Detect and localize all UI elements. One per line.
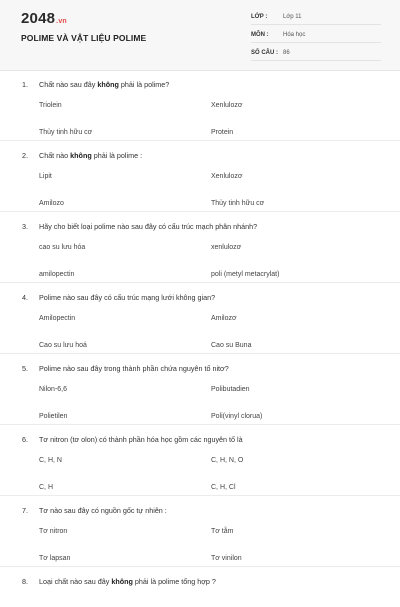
question-text (22, 151, 380, 161)
question-number: 8. (22, 577, 28, 586)
question-text-part: Polime nào sau đây trong thành phần chứa nguyên tố nitơ? (39, 364, 229, 373)
answer-option[interactable]: Cao su lưu hoá (39, 342, 87, 349)
answer-option[interactable]: Thủy tinh hữu cơ (211, 200, 265, 207)
question-emphasis: không (70, 151, 92, 160)
answer-option[interactable]: amilopectin (39, 271, 75, 278)
logo-suffix: .vn (56, 18, 67, 25)
question-item (0, 141, 400, 212)
meta-row-count (251, 46, 381, 61)
question-text-part: Polime nào sau đây có cấu trúc mạng lưới không gian? (39, 293, 216, 302)
question-text (22, 435, 380, 445)
question-item (0, 212, 400, 283)
question-body (39, 577, 216, 587)
question-body (39, 506, 167, 516)
meta-row-class (251, 10, 381, 25)
meta-table (251, 10, 381, 64)
answer-option[interactable]: C, H (39, 484, 53, 491)
logo-main: 2048 (21, 10, 56, 27)
answer-option[interactable]: Protein (211, 129, 234, 136)
document-title: POLIME VÀ VẬT LIỆU POLIME (21, 33, 147, 43)
meta-row-subject (251, 28, 381, 43)
question-body (39, 151, 142, 161)
answer-option[interactable]: Xenlulozơ (211, 102, 243, 109)
answer-option[interactable]: C, H, Cl (211, 484, 236, 491)
question-item (0, 283, 400, 354)
question-number: 7. (22, 506, 28, 515)
question-number: 5. (22, 364, 28, 373)
question-text (22, 364, 380, 374)
answer-option[interactable]: C, H, N (39, 457, 62, 464)
question-number: 2. (22, 151, 28, 160)
answer-option[interactable]: Thủy tinh hữu cơ (39, 129, 93, 136)
question-item (0, 496, 400, 567)
answer-option[interactable]: cao su lưu hóa (39, 244, 86, 251)
answer-option[interactable]: Nilon-6,6 (39, 386, 68, 393)
question-text (22, 222, 380, 232)
meta-value: 86 (283, 50, 290, 56)
question-text (22, 80, 380, 90)
answer-option[interactable]: Tơ tằm (211, 528, 234, 535)
question-text-part: phải là polime? (118, 80, 170, 89)
answer-option[interactable]: Triolein (39, 102, 62, 109)
answer-option[interactable]: Poli(vinyl clorua) (211, 413, 263, 420)
site-logo[interactable] (21, 10, 67, 27)
question-number: 6. (22, 435, 28, 444)
question-text (22, 293, 380, 303)
question-item (0, 70, 400, 141)
answer-option[interactable]: xenlulozơ (211, 244, 242, 251)
meta-value: Hóa học (283, 32, 306, 38)
answer-option[interactable]: C, H, N, O (211, 457, 244, 464)
question-body (39, 80, 169, 90)
answer-option[interactable]: Amilopectin (39, 315, 76, 322)
question-text (22, 577, 380, 587)
header (0, 0, 400, 71)
question-number: 1. (22, 80, 28, 89)
meta-key: SỐ CÂU : (251, 50, 278, 56)
answer-option[interactable]: Amilozơ (211, 315, 237, 322)
question-text-part: phải là polime tổng hợp ? (132, 577, 216, 586)
question-emphasis: không (111, 577, 133, 586)
answer-option[interactable]: Polibutadien (211, 386, 250, 393)
question-item (0, 567, 400, 607)
answer-option[interactable]: poli (metyl metacrylat) (211, 271, 280, 278)
answer-option[interactable]: Tơ lapsan (39, 555, 71, 562)
answer-option[interactable]: Tơ vinilon (211, 555, 242, 562)
question-text-part: Loại chất nào sau đây (39, 577, 112, 586)
answer-option[interactable]: Polietilen (39, 413, 68, 420)
answer-option[interactable]: Lipit (39, 173, 52, 180)
question-text-part: Tơ nào sau đây có nguồn gốc tự nhiên : (39, 506, 167, 515)
question-body (39, 435, 243, 445)
answer-option[interactable]: Cao su Buna (211, 342, 252, 349)
question-text (22, 506, 380, 516)
question-number: 3. (22, 222, 28, 231)
question-text-part: Chất nào sau đây (39, 80, 98, 89)
question-text-part: Tơ nitron (tơ olon) có thành phần hóa học gồm các nguyên tố là (39, 435, 243, 444)
question-item (0, 354, 400, 425)
question-body (39, 364, 229, 374)
question-list (0, 70, 400, 607)
question-text-part: Hãy cho biết loại polime nào sau đây có cấu trúc mạch phân nhánh? (39, 222, 258, 231)
answer-option[interactable]: Xenlulozơ (211, 173, 243, 180)
answer-option[interactable]: Tơ nitron (39, 528, 68, 535)
question-number: 4. (22, 293, 28, 302)
question-emphasis: không (97, 80, 119, 89)
question-body (39, 293, 215, 303)
question-body (39, 222, 257, 232)
question-item (0, 425, 400, 496)
meta-value: Lớp 11 (283, 14, 302, 20)
answer-option[interactable]: Amilozo (39, 200, 64, 207)
question-text-part: phải là polime : (91, 151, 143, 160)
meta-key: MÔN : (251, 32, 269, 38)
question-text-part: Chất nào (39, 151, 71, 160)
meta-key: LỚP : (251, 14, 268, 20)
